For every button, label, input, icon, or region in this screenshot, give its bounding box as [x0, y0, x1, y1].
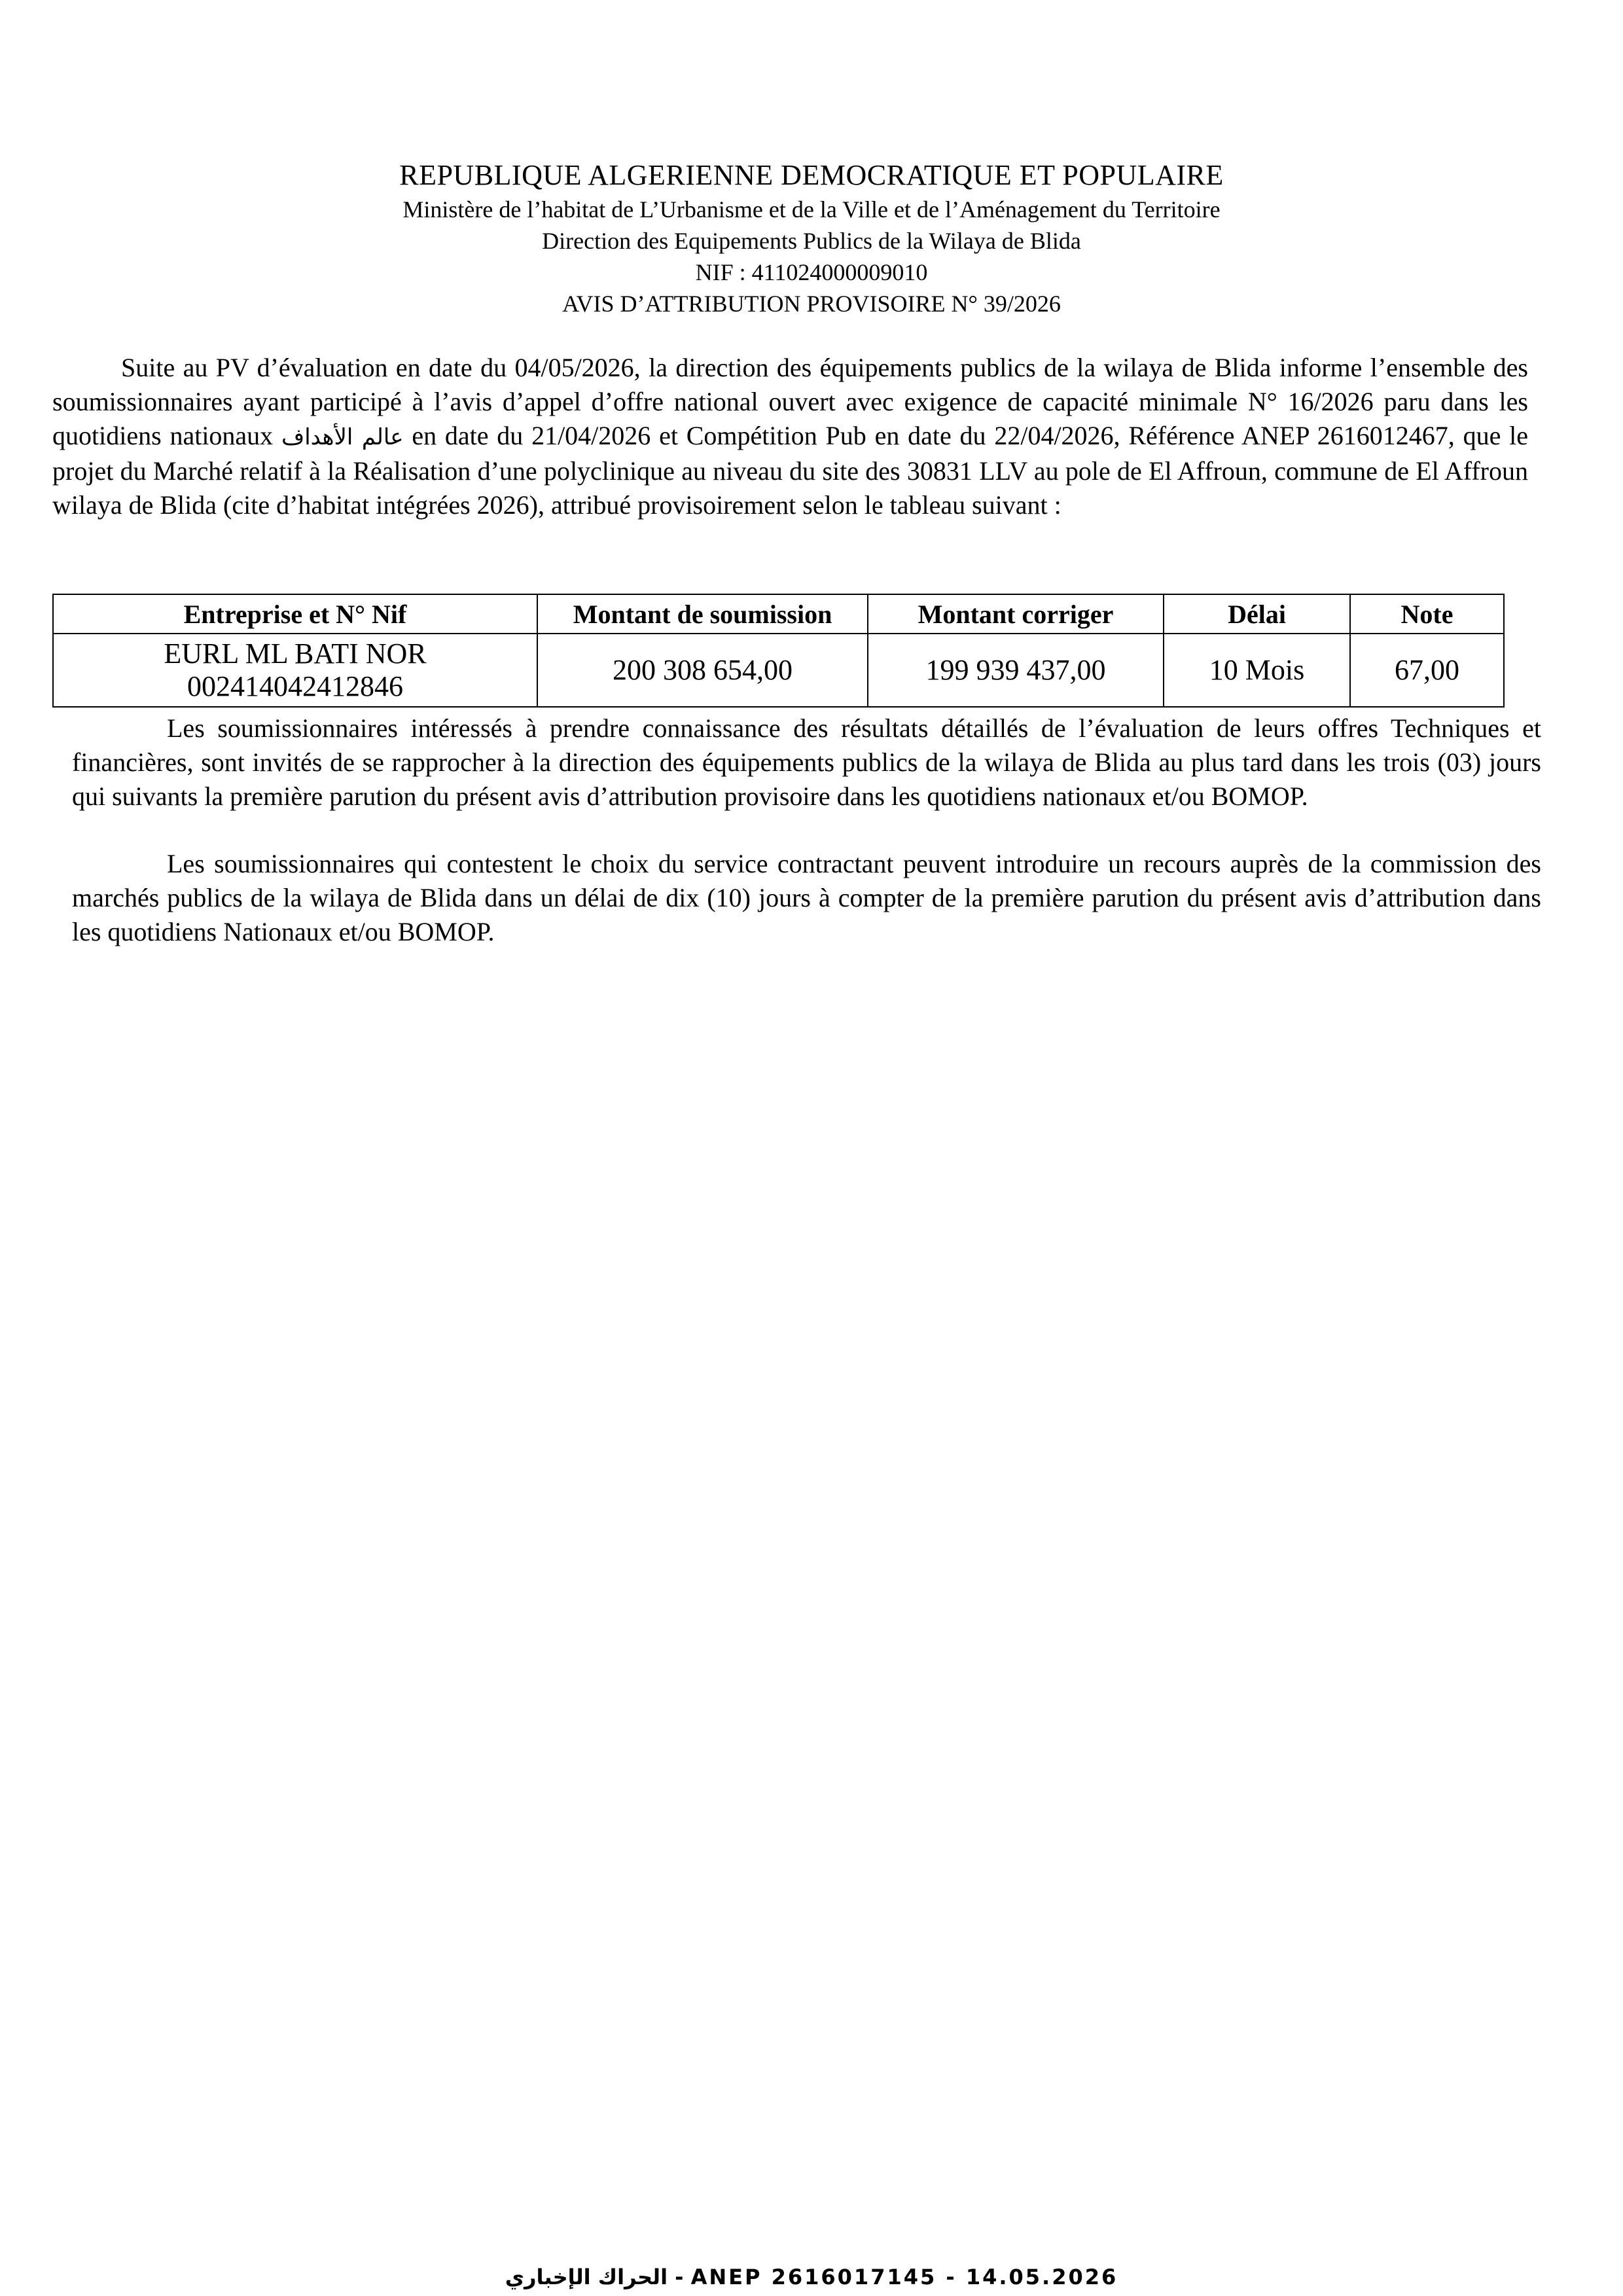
footer-newspaper-arabic: الحراك الإخباري: [505, 2265, 668, 2289]
ministry-name: Ministère de l’habitat de L’Urbanisme et de la Ville et de l’Aménagement du Territoire: [402, 196, 1221, 223]
intro-paragraph: [52, 351, 1528, 522]
document-header: [0, 157, 1623, 319]
results-consultation-text: Les soumissionnaires intéressés à prendre connaissance des résultats détaillés de l’évaluation de leurs offres Techniques et financières, sont invités de se rapprocher à la direction des équipements publics de la wilaya de Blida au plus tard dans les trois (03) jours qui suivants la première parution du présent avis d’attribution provisoire dans les quotidiens nationaux et/ou BOMOP.: [72, 713, 1541, 811]
directorate-name: Direction des Equipements Publics de la Wilaya de Blida: [542, 228, 1081, 254]
cell-score: 67,00: [1350, 634, 1504, 707]
company-nif: 002414042412846: [187, 670, 403, 702]
table-row: [53, 634, 1504, 707]
header-deadline: Délai: [1164, 594, 1350, 634]
header-bid-amount: Montant de soumission: [537, 594, 868, 634]
header-corrected-amount: Montant corriger: [868, 594, 1164, 634]
intro-text-part1: Suite au PV d’évaluation en date du 04/05/2026, la direction des équipements publics de la wilaya de Blida informe l’ensemble des soumissionnaires ayant participé à l’avis d’appel d’offre national ouvert avec exigence de capacité minimale N° 16/2026 paru dans les quotidiens nationaux: [52, 353, 1528, 450]
nif-number: NIF : 411024000009010: [695, 259, 928, 285]
table-header-row: [53, 594, 1504, 634]
company-name: EURL ML BATI NOR: [164, 637, 427, 670]
cell-corrected-amount: 199 939 437,00: [868, 634, 1164, 707]
intro-text-part2: en date du 21/04/2026 et Compétition Pub en date du 22/04/2026, Référence ANEP 2616012467, que le projet du Marché relatif à la Réalisation d’une polyclinique au niveau du site des 30831 LLV au pole de El Affroun, commune de El Affroun wilaya de Blida (cite d’habitat intégrées 2026), attribué provisoirement selon le tableau suivant :: [52, 421, 1528, 520]
cell-deadline: 10 Mois: [1164, 634, 1350, 707]
header-company: Entreprise et N° Nif: [53, 594, 537, 634]
attribution-table: [52, 594, 1505, 708]
appeal-text: Les soumissionnaires qui contestent le choix du service contractant peuvent introduire un recours auprès de la commission des marchés publics de la wilaya de Blida dans un délai de dix (10) jours à compter de la première parution du présent avis d’attribution dans les quotidiens Nationaux et/ou BOMOP.: [72, 849, 1541, 946]
header-score: Note: [1350, 594, 1504, 634]
republic-title: REPUBLIQUE ALGERIENNE DEMOCRATIQUE ET POPULAIRE: [399, 159, 1224, 191]
cell-bid-amount: 200 308 654,00: [537, 634, 868, 707]
page-footer: [0, 2265, 1623, 2289]
appeal-paragraph: [72, 847, 1541, 949]
notice-title: AVIS D’ATTRIBUTION PROVISOIRE N° 39/2026: [562, 291, 1061, 317]
cell-company: [53, 634, 537, 707]
footer-reference: - ANEP 2616017145 - 14.05.2026: [668, 2265, 1118, 2289]
newspaper-name-arabic: عالم الأهداف: [281, 424, 404, 450]
results-consultation-paragraph: [72, 711, 1541, 814]
